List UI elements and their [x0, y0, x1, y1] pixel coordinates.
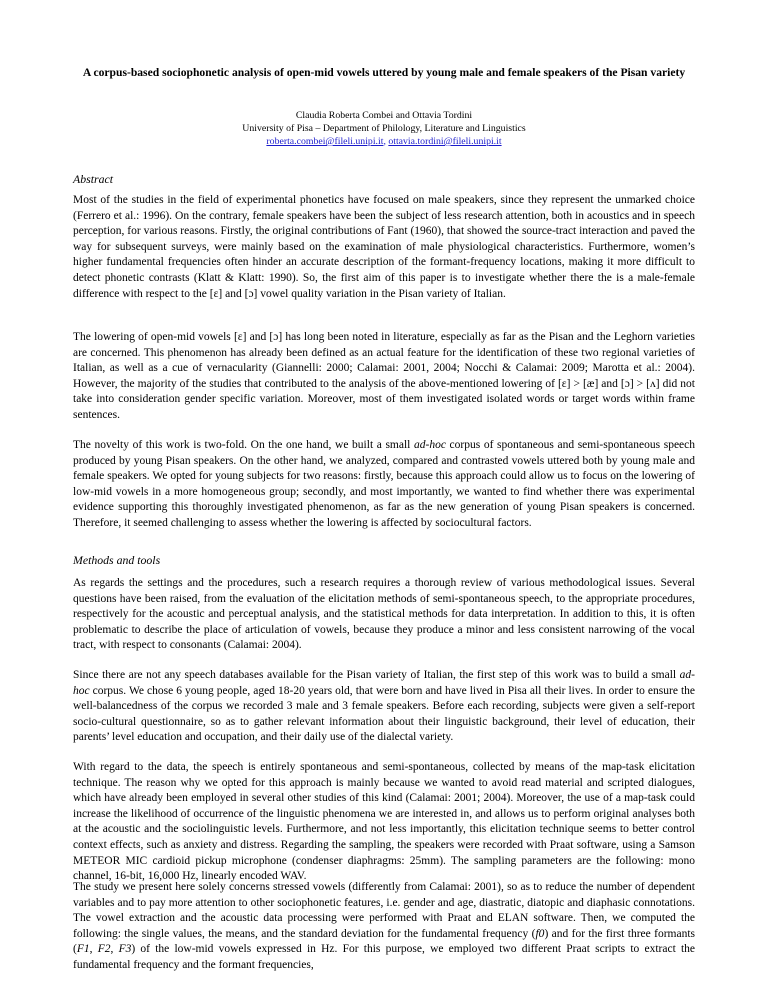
p7-f2: F2 — [97, 943, 111, 956]
p7-f3: F3 — [118, 943, 132, 956]
methods-heading: Methods and tools — [73, 553, 161, 567]
p7-text-d: , — [110, 943, 119, 956]
p7-f0: f0 — [535, 927, 545, 940]
email-link-combei[interactable]: roberta.combei@fileli.unipi.it — [266, 136, 384, 147]
p7-text-b: ) and for the first three formants ( — [73, 927, 696, 956]
paragraph-abstract-3 — [73, 438, 695, 532]
p7-text-e: ) of the low-mid vowels expressed in Hz. For this purpose, we employed two different Praat scripts to extract the fundamental frequency and the formant frequencies, — [73, 943, 696, 971]
p5-emphasis: ad-hoc — [73, 669, 695, 697]
abstract-heading: Abstract — [73, 172, 113, 186]
paragraph-methods-4 — [73, 880, 695, 974]
email-separator: , — [383, 136, 389, 147]
p3-text-a: The novelty of this work is two-fold. On the one hand, we built a small — [73, 439, 414, 451]
p7-text-a: The study we present here solely concerns stressed vowels (differently from Calamai: 2001), so as to reduce the number of dependent variables and to pay more attention to other sociophonetic features, i.e. gender and age, diastratic, diatopic and diaphasic connotations. The vowel extraction and the acoustic data processing were performed with Praat and ELAN software. Then, we computed the following: the single values, the means, and the standard deviation for the fundamental frequency ( — [73, 881, 695, 940]
paragraph-methods-2 — [73, 668, 695, 746]
paper-title: A corpus-based sociophonetic analysis of open-mid vowels uttered by young male and female speakers of the Pisan variety — [82, 66, 686, 79]
author-names: Claudia Roberta Combei and Ottavia Tordini — [295, 110, 473, 121]
p5-text-a: Since there are not any speech databases available for the Pisan variety of Italian, the first step of this work was to build a small — [73, 669, 680, 681]
p7-text-c: , — [89, 943, 98, 956]
p3-emphasis: ad-hoc — [414, 439, 446, 451]
paragraph-methods-1: As regards the settings and the procedures, such a research requires a thorough review of various methodological issues. Several questions have been raised, from the evaluation of the elicitation methods of semi-spontaneous speech, to the appropriate procedures, respectively for the acoustic and perceptual analysis, and the statistical methods for data interpretation. In addition to this, it is often problematic to describe the place of articulation of vowels, because they produce a minor and less consistent narrowing of the vocal tract, with respect to consonants (Calamai: 2004). — [73, 577, 695, 652]
p3-text-b: corpus of spontaneous and semi-spontaneous speech produced by young Pisan speakers. On the other hand, we analyzed, compared and contrasted vowels uttered both by young male and female speakers. We opted for young subjects for two reasons: firstly, because this approach could allow us to focus on the lowering of low-mid vowels in a more homogeneous group; secondly, and most importantly, we wanted to find whether there was experimental evidence supporting this thoroughly investigated phenomenon, as far as the new generation of young Pisan speakers is concerned. Therefore, it seemed challenging to assess whether the lowering is affected by sociocultural factors. — [73, 439, 696, 529]
paragraph-methods-3: With regard to the data, the speech is entirely spontaneous and semi-spontaneous, collected by means of the map-task elicitation technique. The reason why we opted for this approach is mainly because we wanted to avoid read material and scripted dialogues, which have already been employed in several other studies of this kind (Calamai: 2001; 2004). Moreover, the use of a map-task could increase the likelihood of occurrence of the linguistic phenomena we are interested in, and allows us to perform original analyses both at the acoustic and the sociolinguistic levels. Furthermore, and not less importantly, this elicitation technique seems to better control context effects, such as anxiety and distress. Regarding the sampling, the speakers were recorded with Praat software, using a Samson METEOR MIC cardioid pickup microphone (condenser diaphragms: 25mm). The sampling parameters are the following: mono channel, 16-bit, 16,000 Hz, linearly encoded WAV. — [73, 761, 695, 883]
email-link-tordini[interactable]: ottavia.tordini@fileli.unipi.it — [388, 136, 502, 147]
paragraph-abstract-1: Most of the studies in the field of experimental phonetics have focused on male speakers, since they represent the unmarked choice (Ferrero et al.: 1996). On the contrary, female speakers have been the subject of less research attention, both in acoustics and in speech perception, for various reasons. Firstly, the original contributions of Fant (1960), that showed the source-tract interaction and paved the way for subsequent surveys, were mainly based on the examination of male physiological characteristics. Furthermore, women’s higher fundamental frequencies often hinder an accurate description of the formant-frequency locations, making it more difficult to detect phonetic contrasts (Klatt & Klatt: 1990). So, the first aim of this paper is to investigate whether there the is a male-female difference with respect to the [ɛ] and [ɔ] vowel quality variation in the Pisan variety of Italian. — [73, 194, 695, 300]
author-affiliation: University of Pisa – Department of Philology, Literature and Linguistics — [242, 123, 526, 134]
p5-text-b: corpus. We chose 6 young people, aged 18-20 years old, that were born and have lived in Pisa all their lives. In order to ensure the well-balancedness of the corpus we recorded 3 male and 3 female speakers. Before each recording, subjects were given a self-report socio-cultural questionnaire, so as to gather relevant information about their linguistic background, their level of education, their parents’ level education and occupation, and their daily use of the dialectal variety. — [73, 684, 695, 744]
author-emails — [80, 135, 688, 148]
paragraph-abstract-2: The lowering of open-mid vowels [ɛ] and [ɔ] has long been noted in literature, especially as far as the Pisan and the Leghorn varieties are concerned. This phenomenon has already been defined as an actual feature for the identification of these two regional varieties of Italian, as well as a cue of vernacularity (Giannelli: 2000; Calamai: 2001, 2004; Nocchi & Calamai: 2009; Marotta et al.: 2004). However, the majority of the studies that contributed to the analysis of the above-mentioned lowering of [ɛ] > [æ] and [ɔ] > [ʌ] did not take into consideration gender specific variation. Moreover, most of them investigated isolated words or target words within frame sentences. — [73, 331, 695, 421]
p7-f1: F1 — [76, 943, 90, 956]
